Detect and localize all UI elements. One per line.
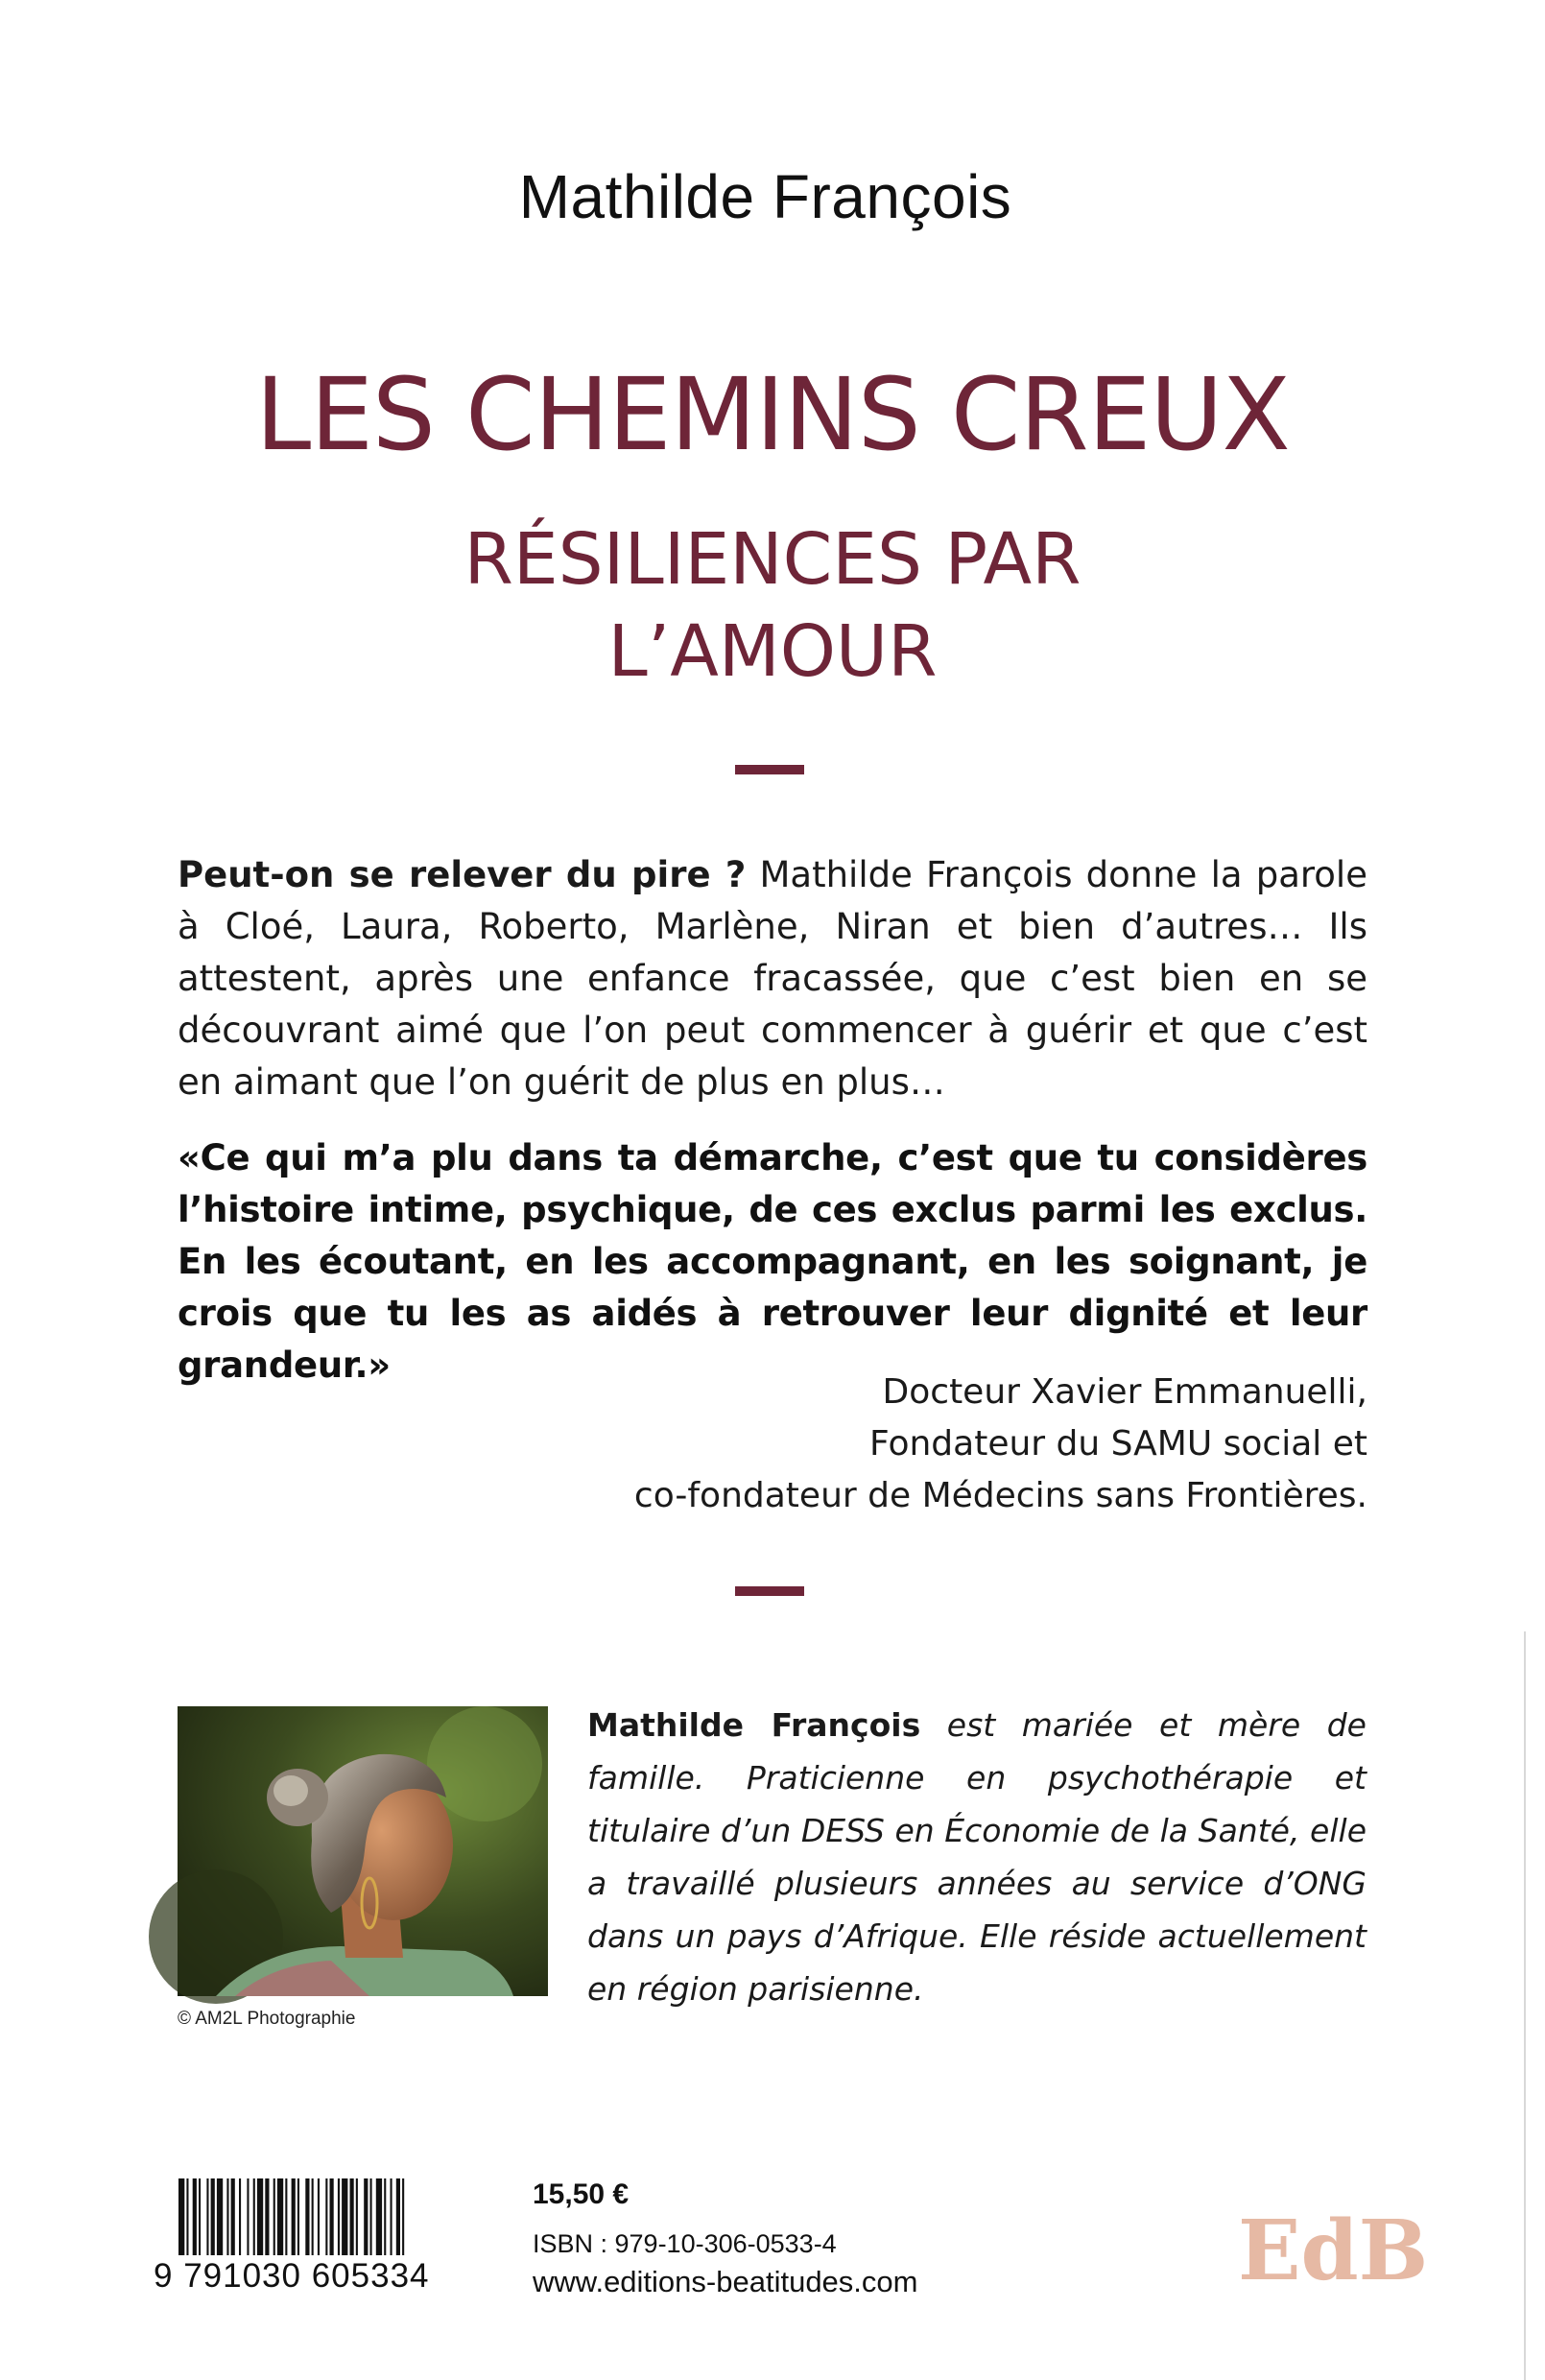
- barcode-bar: [265, 2178, 269, 2255]
- page-edge: [1524, 1631, 1526, 2380]
- quote-attribution: [408, 1367, 1367, 1522]
- photo-credit: © AM2L Photographie: [178, 2009, 356, 2029]
- publisher-website: www.editions-beatitudes.com: [533, 2265, 918, 2298]
- barcode-bar: [211, 2178, 215, 2255]
- divider-bottom: [735, 1586, 804, 1596]
- barcode-bar: [376, 2178, 382, 2255]
- barcode-bar: [318, 2178, 320, 2255]
- barcode-bar: [312, 2178, 314, 2255]
- barcode: [175, 2178, 501, 2324]
- blurb: [178, 849, 1367, 1108]
- barcode-bar: [186, 2178, 188, 2255]
- barcode-bar: [277, 2178, 283, 2255]
- blurb-lead: Peut-on se relever du pire ?: [178, 854, 747, 895]
- barcode-bar: [370, 2178, 372, 2255]
- barcode-bar: [253, 2178, 255, 2255]
- subtitle-line-1: RÉSILIENCES PAR: [464, 518, 1082, 601]
- barcode-bar: [402, 2178, 404, 2255]
- barcode-bar: [384, 2178, 386, 2255]
- barcode-bar: [391, 2178, 392, 2255]
- blurb-text: Mathilde François donne la parole à Cloé, Laura, Roberto, Marlène, Niran et bien d’autres… Ils attestent, après une enfance fracassée, que c’est bien en se découvrant aimé que l’on peut commencer à guérir et que c’est en aimant que l’on guérit de plus en plus…: [178, 854, 1367, 1103]
- barcode-bar: [226, 2178, 228, 2255]
- barcode-bar: [239, 2178, 241, 2255]
- barcode-bar: [342, 2178, 347, 2255]
- barcode-bar: [199, 2178, 201, 2255]
- author-bio: [587, 1699, 1367, 2015]
- barcode-bar: [217, 2178, 223, 2255]
- endorsement-quote: «Ce qui m’a plu dans ta démarche, c’est que tu considères l’histoire intime, psychique, de ces exclus parmi les exclus. En les écoutant, en les accompagnant, en les soignant, je crois que tu les as aidés à retrouver leur dignité et leur grandeur.»: [178, 1137, 1367, 1386]
- attribution-line-2: Fondateur du SAMU social et: [869, 1424, 1367, 1464]
- divider-top: [735, 765, 804, 774]
- barcode-bar: [257, 2178, 263, 2255]
- barcode-bar: [338, 2178, 340, 2255]
- subtitle-line-2: L’AMOUR: [607, 610, 938, 693]
- logo-text: EdB: [1238, 2202, 1429, 2299]
- barcode-bar: [350, 2178, 354, 2255]
- barcode-bar: [178, 2178, 184, 2255]
- barcode-bar: [330, 2178, 334, 2255]
- book-subtitle: [0, 513, 1545, 698]
- book-title: LES CHEMINS CREUX: [255, 356, 1290, 473]
- publisher-logo: [1238, 2202, 1429, 2299]
- author-photo: [178, 1706, 548, 1996]
- attribution-line-1: Docteur Xavier Emmanuelli,: [882, 1372, 1367, 1412]
- barcode-bar: [364, 2178, 368, 2255]
- bio-name: Mathilde François: [587, 1706, 921, 1744]
- isbn: ISBN : 979-10-306-0533-4: [533, 2229, 837, 2258]
- author-name: Mathilde François: [518, 162, 1012, 231]
- barcode-bar: [305, 2178, 309, 2255]
- barcode-bar: [206, 2178, 208, 2255]
- barcode-bar: [247, 2178, 249, 2255]
- barcode-bar: [193, 2178, 197, 2255]
- barcode-bar: [396, 2178, 400, 2255]
- price: 15,50 €: [533, 2178, 630, 2210]
- barcode-bar: [273, 2178, 275, 2255]
- barcode-bar: [292, 2178, 296, 2255]
- barcode-number: 9 791030 605334: [154, 2257, 430, 2295]
- barcode-bar: [356, 2178, 358, 2255]
- bio-text: est mariée et mère de famille. Praticienne en psychothérapie et titulaire d’un DESS en Économie de la Santé, elle a travaillé plusieurs années au service d’ONG dans un pays d’Afrique. Elle réside actuellement en région parisienne.: [587, 1706, 1367, 2008]
- barcode-bar: [325, 2178, 327, 2255]
- barcode-bar: [297, 2178, 299, 2255]
- barcode-bar: [231, 2178, 235, 2255]
- attribution-line-3: co-fondateur de Médecins sans Frontières.: [633, 1476, 1367, 1515]
- barcode-bar: [285, 2178, 287, 2255]
